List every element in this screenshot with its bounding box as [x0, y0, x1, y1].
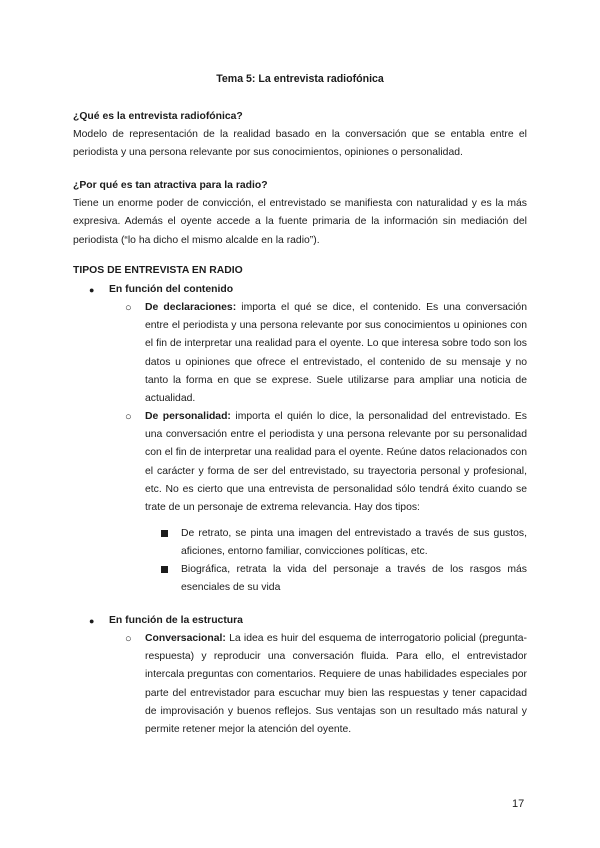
question-heading: ¿Por qué es tan atractiva para la radio?	[73, 180, 268, 191]
circle-bullet-icon: ○	[125, 633, 132, 645]
circle-bullet-icon: ○	[125, 411, 132, 423]
group-content	[73, 281, 527, 299]
item-paragraph	[145, 630, 527, 739]
document-title: Tema 5: La entrevista radiofónica	[216, 73, 384, 85]
bullet-icon: ●	[89, 285, 95, 295]
square-bullet-icon	[161, 566, 168, 573]
group-heading: En función de la estructura	[109, 615, 243, 626]
item-term: De declaraciones:	[145, 302, 237, 313]
subitem-text: Biográfica, retrata la vida del personaje a través de los rasgos más esenciales de su vida	[181, 564, 527, 594]
square-bullet-icon	[161, 530, 168, 537]
list-item	[125, 408, 527, 517]
item-paragraph	[145, 408, 527, 517]
circle-bullet-icon: ○	[125, 302, 132, 314]
section-heading: TIPOS DE ENTREVISTA EN RADIO	[73, 265, 243, 276]
qa-block-1	[73, 108, 527, 163]
list-item	[125, 299, 527, 408]
qa-block-2	[73, 177, 527, 250]
answer-paragraph: Modelo de representación de la realidad basado en la conversación que se entabla entre el periodista y una persona relevante por sus conocimientos, opiniones o personalidad.	[73, 129, 527, 159]
item-paragraph	[145, 299, 527, 408]
subitem-text: De retrato, se pinta una imagen del entrevistado a través de sus gustos, aficiones, entorno familiar, convicciones políticas, etc.	[181, 528, 527, 558]
group-heading: En función del contenido	[109, 284, 234, 295]
item-term: Conversacional:	[145, 633, 226, 644]
item-term: De personalidad:	[145, 411, 231, 422]
group-structure	[73, 612, 527, 630]
list-item	[125, 630, 527, 739]
sub-list-item	[181, 561, 527, 597]
sub-list-item	[181, 525, 527, 561]
page-number: 17	[512, 798, 525, 810]
bullet-icon: ●	[89, 616, 95, 626]
item-text: importa el quién lo dice, la personalidad del entrevistado. Es una conversación entre el periodista y una persona relevante por su personalidad con el fin de interpretar una realidad para el oyente. Reúne datos relacionados con el carácter y forma de ser del entrevistado, su trayectoria personal y profesional, etc. No es cierto que una entrevista de personalidad sólo tendrá éxito cuando se trate de un personaje de extrema relevancia. Hay dos tipos:	[145, 411, 527, 514]
question-heading: ¿Qué es la entrevista radiofónica?	[73, 111, 243, 122]
item-text: importa el qué se dice, el contenido. Es una conversación entre el periodista y una persona relevante por sus conocimientos u opiniones con el fin de interpretar una realidad para el oyente. Lo que interesa sobre todo son los datos u opiniones que ofrece el entrevistado, el contenido de su mensaje y no tanto la forma en que se exprese. Suele utilizarse para ampliar una noticia de actualidad.	[145, 302, 527, 405]
answer-paragraph: Tiene un enorme poder de convicción, el entrevistado se manifiesta con naturalidad y es la más expresiva. Además el oyente accede a la fuente primaria de la información sin mediación del periodista (“lo ha dicho el mismo alcalde en la radio”).	[73, 198, 527, 246]
item-text: La idea es huir del esquema de interrogatorio policial (pregunta-respuesta) y reproducir una conversación fluida. Para ello, el entrevistador intercala preguntas con comentarios. Requiere de unas habilidades especiales por parte del entrevistador para escuchar muy bien las respuestas y tener capacidad de improvisación y buenos reflejos. Sus ventajas son un resultado más natural y permite retener mejor la atención del oyente.	[145, 633, 527, 736]
